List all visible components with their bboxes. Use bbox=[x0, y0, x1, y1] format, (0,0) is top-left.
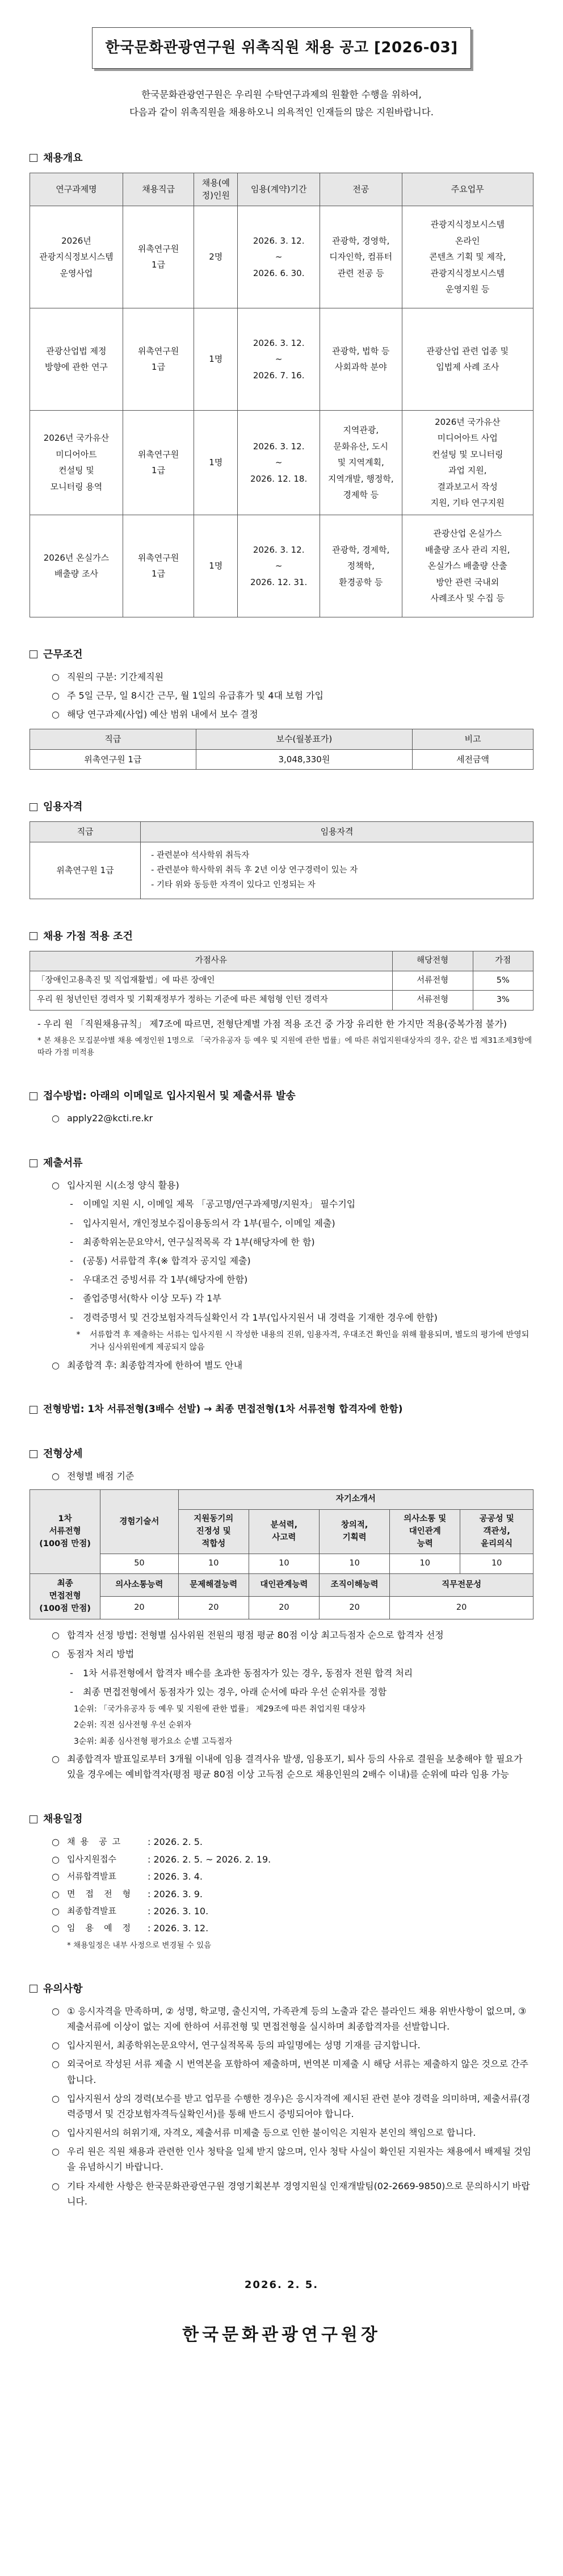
list-item-text: 입사지원서, 개인정보수집이용동의서 각 1부(필수, 이메일 제출) bbox=[83, 1217, 335, 1229]
schedule-row bbox=[51, 1920, 533, 1937]
list-item-text: 합격자 선정 방법: 전형별 심사위원 전원의 평점 평균 80점 이상 최고득점자 순으로 합격자 선정 bbox=[67, 1630, 444, 1641]
section-heading: 채용일정 bbox=[30, 1811, 533, 1827]
table-cell: 지원동기의 진정성 및 적합성 bbox=[178, 1510, 249, 1554]
dash-bullet-icon: - bbox=[70, 1255, 73, 1267]
square-bullet-icon bbox=[30, 1450, 37, 1458]
schedule-date: : 2026. 3. 4. bbox=[148, 1871, 203, 1882]
table-cell: 1명 bbox=[194, 308, 238, 410]
list-item bbox=[51, 669, 533, 684]
table-cell: 2026년 국가유산 미디어아트 사업 컨설팅 및 모니터링 과업 지원, 결과보고서 작성 지원, 기타 연구지원 bbox=[402, 410, 533, 515]
table-cell: 위촉연구원 1급 bbox=[123, 515, 194, 617]
page-title: 한국문화관광연구원 위촉직원 채용 공고 [2026-03] bbox=[92, 27, 471, 69]
list-item bbox=[74, 1735, 533, 1748]
table-header-row bbox=[30, 729, 533, 750]
list-item-text: 서류합격 후 제출하는 서류는 입사지원 시 작성한 내용의 진위, 임용자격, 우대조건 확인을 위해 활용되며, 별도의 평가에 반영되거나 심사위원에게 제공되지 않음 bbox=[90, 1330, 530, 1352]
list-item-text: 해당 연구과제(사업) 예산 범위 내에서 보수 결정 bbox=[67, 709, 258, 720]
circle-bullet-icon: ○ bbox=[52, 1906, 60, 1917]
list-item bbox=[67, 1665, 533, 1681]
list-item: ○ 전형별 배점 기준 bbox=[51, 1468, 533, 1484]
table-cell: 10 bbox=[249, 1554, 319, 1574]
circle-bullet-icon: ○ bbox=[52, 1871, 60, 1882]
table-cell: 1명 bbox=[194, 410, 238, 515]
table-cell: 20 bbox=[100, 1597, 178, 1619]
documents-list bbox=[51, 1178, 533, 1372]
list-item bbox=[51, 2038, 533, 2053]
list-item-text: 최종합격 후: 최종합격자에 한하여 별도 안내 bbox=[67, 1359, 243, 1371]
table-row bbox=[30, 515, 533, 617]
list-item bbox=[51, 707, 533, 722]
table-cell: 「장애인고용촉진 및 직업재활법」에 따른 장애인 bbox=[30, 971, 393, 991]
table-cell: 위촉연구원 1급 bbox=[123, 206, 194, 308]
square-bullet-icon bbox=[30, 1406, 37, 1414]
table-header-row bbox=[30, 173, 533, 206]
list-item-text: 기타 자세한 사항은 한국문화관광연구원 경영기획본부 경영지원실 인재개발팀(02-2669-9850)으로 문의하시기 바랍니다. bbox=[67, 2180, 530, 2207]
circle-bullet-icon: ○ bbox=[52, 1888, 60, 1899]
list-item-text: 최종학위논문요약서, 연구실적목록 각 1부(해당자에 한 함) bbox=[83, 1236, 315, 1247]
section-heading: 근무조건 bbox=[30, 647, 533, 662]
list-item-text: 2순위: 직전 심사전형 우선 순위자 bbox=[74, 1721, 192, 1730]
table-cell: 2026년 국가유산 미디어아트 컨설팅 및 모니터링 용역 bbox=[30, 410, 123, 515]
list-item bbox=[67, 1684, 533, 1700]
circle-bullet-icon: ○ bbox=[52, 1471, 60, 1482]
table-row bbox=[30, 991, 533, 1011]
table-cell: 지역관광, 문화유산, 도시 및 지역계획, 지역개발, 행정학, 경제학 등 bbox=[320, 410, 402, 515]
qualification-table bbox=[30, 821, 533, 899]
square-bullet-icon bbox=[30, 1092, 37, 1100]
table-cell: 경험기술서 bbox=[100, 1490, 178, 1554]
table-cell: 직무전문성 bbox=[390, 1574, 533, 1597]
table-header-cell: 연구과제명 bbox=[30, 173, 123, 206]
table-cell: 관광학, 경제학, 정책학, 환경공학 등 bbox=[320, 515, 402, 617]
table-cell: 대인관계능력 bbox=[249, 1574, 319, 1597]
list-item-text: 이메일 지원 시, 이메일 제목 「공고명/연구과제명/지원자」 필수기입 bbox=[83, 1199, 356, 1210]
circle-bullet-icon: ○ bbox=[52, 1359, 60, 1371]
table-cell: 2026. 3. 12. ~ 2026. 12. 31. bbox=[238, 515, 320, 617]
table-header-cell: 비고 bbox=[413, 729, 533, 750]
salary-table bbox=[30, 729, 533, 770]
table-cell: 문제해결능력 bbox=[178, 1574, 249, 1597]
section-qualification bbox=[30, 799, 533, 899]
table-cell: 관광산업 관련 업종 및 입법제 사례 조사 bbox=[402, 308, 533, 410]
list-item bbox=[67, 1216, 533, 1231]
list-item-text: 우리 원은 직원 채용과 관련한 인사 청탁을 일체 받지 않으며, 인사 청탁 사실이 확인된 지원자는 채용에서 배제될 것임을 유념하시기 바랍니다. bbox=[67, 2146, 531, 2173]
table-cell: 3,048,330원 bbox=[196, 749, 412, 770]
list-item bbox=[67, 1253, 533, 1268]
table-cell: 위촉연구원 1급 bbox=[30, 749, 196, 770]
section-heading: 접수방법: 아래의 이메일로 입사지원서 및 제출서류 발송 bbox=[30, 1088, 533, 1104]
qualification-item: - 관련분야 학사학위 취득 후 2년 이상 연구경력이 있는 자 bbox=[151, 866, 358, 875]
dash-bullet-icon: - bbox=[70, 1274, 73, 1285]
dash-bullet-icon: - bbox=[70, 1686, 73, 1697]
dash-bullet-icon: * bbox=[76, 1330, 81, 1339]
list-item-text: 최종합격자 발표일로부터 3개월 이내에 임용 결격사유 발생, 임용포기, 퇴사 등의 사유로 결원을 보충해야 할 필요가 있을 경우에는 예비합격자(평점 평균 80점 이상 고득점 순으로 채용인원의 2배수 이내)를 순위에 따라 임용 가능 bbox=[67, 1753, 523, 1780]
dash-bullet-icon: - bbox=[70, 1293, 73, 1304]
conditions-list bbox=[51, 669, 533, 723]
table-cell: 20 bbox=[249, 1597, 319, 1619]
schedule-note: * 채용일정은 내부 사정으로 변경될 수 있음 bbox=[67, 1940, 212, 1950]
circle-bullet-icon: ○ bbox=[52, 2040, 60, 2051]
schedule-date: : 2026. 3. 12. bbox=[148, 1923, 209, 1934]
table-cell: 2026. 3. 12. ~ 2026. 7. 16. bbox=[238, 308, 320, 410]
table-row bbox=[30, 410, 533, 515]
table-cell: 자기소개서 bbox=[178, 1490, 533, 1510]
list-item bbox=[51, 1646, 533, 1661]
circle-bullet-icon: ○ bbox=[52, 1648, 60, 1660]
section-heading: 채용개요 bbox=[30, 151, 533, 166]
schedule-date: : 2026. 2. 5. bbox=[148, 1836, 203, 1848]
table-header-cell: 임용(계약)기간 bbox=[238, 173, 320, 206]
list-item-text: 최종 면접전형에서 동점자가 있는 경우, 아래 순서에 따라 우선 순위자를 정함 bbox=[83, 1686, 387, 1697]
dash-bullet-icon: - bbox=[70, 1199, 73, 1210]
table-header-cell: 주요업무 bbox=[402, 173, 533, 206]
schedule-label: 채 용 공 고 bbox=[67, 1836, 121, 1847]
notice-list bbox=[51, 2003, 533, 2209]
table-row bbox=[30, 1597, 533, 1619]
table-cell: 우리 원 청년인턴 경력자 및 기획재정부가 정하는 기준에 따른 체험형 인턴 경력자 bbox=[30, 991, 393, 1011]
circle-bullet-icon: ○ bbox=[52, 1180, 60, 1191]
dash-bullet-icon: - bbox=[70, 1236, 73, 1247]
schedule-row bbox=[51, 1851, 533, 1868]
list-item bbox=[67, 1272, 533, 1287]
table-cell: 20 bbox=[178, 1597, 249, 1619]
table-cell: 세전금액 bbox=[413, 749, 533, 770]
schedule-date: : 2026. 2. 5. ~ 2026. 2. 19. bbox=[148, 1853, 271, 1865]
bonus-table bbox=[30, 951, 533, 1011]
table-cell: 3% bbox=[473, 991, 533, 1011]
table-cell: 공공성 및 객관성, 윤리의식 bbox=[460, 1510, 533, 1554]
table-row bbox=[30, 971, 533, 991]
table-cell: 1차 서류전형 (100점 만점) bbox=[30, 1490, 100, 1574]
circle-bullet-icon: ○ bbox=[52, 1753, 60, 1765]
schedule-row bbox=[51, 1868, 533, 1885]
dash-bullet-icon: - bbox=[70, 1667, 73, 1679]
table-cell: 1명 bbox=[194, 515, 238, 617]
circle-bullet-icon: ○ bbox=[52, 671, 60, 682]
list-item bbox=[51, 1178, 533, 1193]
table-header-cell: 가점사유 bbox=[30, 951, 393, 971]
list-item bbox=[51, 2091, 533, 2122]
circle-bullet-icon: ○ bbox=[52, 690, 60, 701]
list-item bbox=[51, 1627, 533, 1643]
square-bullet-icon bbox=[30, 154, 37, 162]
schedule-date: : 2026. 3. 9. bbox=[148, 1888, 203, 1899]
table-header-row bbox=[30, 951, 533, 971]
dash-bullet-icon: - bbox=[70, 1217, 73, 1229]
schedule-label: 입사지원접수 bbox=[67, 1853, 116, 1864]
list-item-text: ① 응시자격을 만족하며, ② 성명, 학교명, 출신지역, 가족관계 등의 노출과 같은 블라인드 채용 위반사항이 없으며, ③ 제출서류에 이상이 없는 지에 한하여 서류전형 및 면접전형을 실시하며 최종합격자를 선발합니다. bbox=[67, 2005, 527, 2032]
list-item bbox=[67, 1196, 533, 1212]
table-cell: 위촉연구원 1급 bbox=[123, 410, 194, 515]
circle-bullet-icon: ○ bbox=[52, 1836, 60, 1848]
table-cell: 관광산업법 제정 방향에 관한 연구 bbox=[30, 308, 123, 410]
table-header-cell: 채용직급 bbox=[123, 173, 194, 206]
list-item bbox=[51, 2144, 533, 2174]
list-item-text: 외국어로 작성된 서류 제출 시 번역본을 포함하여 제출하며, 번역본 미제출 시 해당 서류는 제출하지 않은 것으로 간주합니다. bbox=[67, 2059, 528, 2085]
overview-table bbox=[30, 173, 533, 617]
circle-bullet-icon: ○ bbox=[52, 709, 60, 720]
table-cell: 관광산업 온실가스 배출량 조사 관리 지원, 온실가스 배출량 산출 방안 관련 국내외 사례조사 및 수집 등 bbox=[402, 515, 533, 617]
table-header-cell: 직급 bbox=[30, 822, 141, 842]
list-item-text: 3순위: 최종 심사전형 평가요소 순별 고득점자 bbox=[74, 1736, 233, 1746]
list-item bbox=[67, 1291, 533, 1306]
circle-bullet-icon: ○ bbox=[52, 2005, 60, 2016]
table-cell: 관광지식정보시스템 온라인 콘텐츠 기획 및 제작, 관광지식정보시스템 운영지원 등 bbox=[402, 206, 533, 308]
circle-bullet-icon: ○ bbox=[52, 2180, 60, 2191]
circle-bullet-icon: ○ bbox=[52, 1853, 60, 1865]
circle-bullet-icon: ○ bbox=[52, 1113, 60, 1124]
square-bullet-icon bbox=[30, 803, 37, 811]
section-heading: 임용자격 bbox=[30, 799, 533, 815]
schedule-date: : 2026. 3. 10. bbox=[148, 1906, 209, 1917]
square-bullet-icon bbox=[30, 1815, 37, 1823]
list-item-text: 동점자 처리 방법 bbox=[67, 1648, 135, 1660]
section-heading: 전형상세 bbox=[30, 1446, 533, 1462]
table-cell: 서류전형 bbox=[392, 991, 473, 1011]
schedule-label: 서류합격발표 bbox=[67, 1871, 116, 1882]
table-header-cell: 전공 bbox=[320, 173, 402, 206]
circle-bullet-icon: ○ bbox=[52, 2146, 60, 2157]
table-cell: 분석력, 사고력 bbox=[249, 1510, 319, 1554]
table-row bbox=[30, 1490, 533, 1510]
schedule-row bbox=[51, 1886, 533, 1903]
table-row bbox=[30, 842, 533, 899]
qualification-item: - 관련분야 석사학위 취득자 bbox=[151, 851, 250, 861]
list-item bbox=[51, 1751, 533, 1782]
section-evaluation bbox=[30, 1446, 533, 1782]
list-item bbox=[51, 2056, 533, 2087]
section-documents bbox=[30, 1155, 533, 1372]
list-item-text: (공통) 서류합격 후(※ 합격자 공지일 제출) bbox=[83, 1255, 251, 1267]
list-item bbox=[51, 2125, 533, 2140]
table-cell: 20 bbox=[390, 1597, 533, 1619]
table-cell: 조직이해능력 bbox=[320, 1574, 390, 1597]
table-row bbox=[30, 206, 533, 308]
list-item bbox=[74, 1719, 533, 1731]
section-heading: 제출서류 bbox=[30, 1155, 533, 1171]
apply-email-link[interactable]: apply22@kcti.re.kr bbox=[67, 1113, 153, 1124]
table-cell: 50 bbox=[100, 1554, 178, 1574]
list-item bbox=[51, 1358, 533, 1373]
section-conditions bbox=[30, 647, 533, 770]
table-cell: 10 bbox=[320, 1554, 390, 1574]
list-item bbox=[74, 1703, 533, 1715]
list-item-text: 1차 서류전형에서 합격자 배수를 초과한 동점자가 있는 경우, 동점자 전원 합격 처리 bbox=[83, 1667, 413, 1679]
square-bullet-icon bbox=[30, 650, 37, 658]
table-cell: 관광학, 법학 등 사회과학 분야 bbox=[320, 308, 402, 410]
table-cell: 의사소통 및 대인관계 능력 bbox=[390, 1510, 460, 1554]
table-cell: 의사소통능력 bbox=[100, 1574, 178, 1597]
table-cell: 서류전형 bbox=[392, 971, 473, 991]
table-cell: 2026년 관광지식정보시스템 운영사업 bbox=[30, 206, 123, 308]
table-cell bbox=[141, 842, 533, 899]
section-heading: 유의사항 bbox=[30, 1981, 533, 1997]
section-process: 전형방법: 1차 서류전형(3배수 선발) → 최종 면접전형(1차 서류전형 합격자에 한함) bbox=[30, 1402, 533, 1417]
schedule-label: 면 접 전 형 bbox=[67, 1888, 131, 1899]
list-item-text: 졸업증명서(학사 이상 모두) 각 1부 bbox=[83, 1293, 221, 1304]
bonus-note: - 우리 원 「직원채용규칙」 제7조에 따르면, 전형단계별 가점 적용 조건 중 가장 유리한 한 가지만 적용(중복가점 불가) bbox=[37, 1018, 507, 1030]
table-row bbox=[30, 1574, 533, 1597]
issuer-name: 한국문화관광연구원장 bbox=[182, 2325, 381, 2345]
table-cell: 창의적, 기획력 bbox=[320, 1510, 390, 1554]
list-item-text: 직원의 구분: 기간제직원 bbox=[67, 671, 164, 682]
circle-bullet-icon: ○ bbox=[52, 2093, 60, 2104]
list-item-text: 주 5일 근무, 일 8시간 근무, 월 1일의 유급휴가 및 4대 보험 가입 bbox=[67, 690, 323, 701]
table-cell: 2명 bbox=[194, 206, 238, 308]
list-item bbox=[51, 2003, 533, 2034]
section-heading: 채용 가점 적용 조건 bbox=[30, 929, 533, 944]
square-bullet-icon bbox=[30, 932, 37, 940]
list-item-text: 입사지원서의 허위기재, 자격오, 제출서류 미제출 등으로 인한 불이익은 지원자 본인의 책임으로 합니다. bbox=[67, 2127, 476, 2139]
table-cell: 10 bbox=[460, 1554, 533, 1574]
table-row bbox=[30, 749, 533, 770]
square-bullet-icon bbox=[30, 1159, 37, 1167]
schedule-row bbox=[51, 1834, 533, 1851]
table-cell: 2026. 3. 12. ~ 2026. 12. 18. bbox=[238, 410, 320, 515]
list-item-text: 입사지원서 상의 경력(보수를 받고 업무를 수행한 경우)은 응시자격에 제시된 관련 분야 경력을 의미하며, 제출서류(경력증명서 및 건강보험자격득실확인서)를 통해 반드시 증빙되어야 합니다. bbox=[67, 2093, 531, 2119]
dash-bullet-icon: - bbox=[70, 1312, 73, 1323]
evaluation-list bbox=[51, 1627, 533, 1782]
schedule-list bbox=[51, 1834, 533, 1937]
circle-bullet-icon: ○ bbox=[52, 1630, 60, 1641]
schedule-label: 최종합격발표 bbox=[67, 1906, 116, 1917]
qualification-item: - 기타 위와 동등한 자격이 있다고 인정되는 자 bbox=[151, 880, 316, 890]
list-item-text: 경력증명서 및 건강보험자격득실확인서 각 1부(입사지원서 내 경력을 기재한 경우에 한함) bbox=[83, 1312, 438, 1323]
list-item bbox=[51, 2178, 533, 2209]
table-header-cell: 채용(예정)인원 bbox=[194, 173, 238, 206]
list-item-text: 우대조건 증빙서류 각 1부(해당자에 한함) bbox=[83, 1274, 248, 1285]
table-cell: 2026년 온실가스 배출량 조사 bbox=[30, 515, 123, 617]
table-row bbox=[30, 308, 533, 410]
score-table bbox=[30, 1489, 533, 1619]
announcement-date: 2026. 2. 5. bbox=[244, 2279, 319, 2291]
table-cell: 관광학, 경영학, 디자인학, 컴퓨터 관련 전공 등 bbox=[320, 206, 402, 308]
schedule-row bbox=[51, 1903, 533, 1920]
table-header-cell: 직급 bbox=[30, 729, 196, 750]
list-item-text: 1순위: 「국가유공자 등 예우 및 지원에 관한 법률」 제29조에 따른 취업지원 대상자 bbox=[74, 1704, 366, 1714]
table-cell: 최종 면접전형 (100점 만점) bbox=[30, 1574, 100, 1619]
intro-text bbox=[30, 87, 533, 121]
table-cell: 위촉연구원 1급 bbox=[30, 842, 141, 899]
table-header-cell: 가점 bbox=[473, 951, 533, 971]
circle-bullet-icon: ○ bbox=[52, 1923, 60, 1934]
section-notice bbox=[30, 1981, 533, 2209]
schedule-label: 임 용 예 정 bbox=[67, 1923, 131, 1934]
list-item-text: 입사지원 시(소정 양식 활용) bbox=[67, 1180, 179, 1191]
table-cell: 10 bbox=[390, 1554, 460, 1574]
circle-bullet-icon: ○ bbox=[52, 2127, 60, 2139]
table-cell: 위촉연구원 1급 bbox=[123, 308, 194, 410]
section-schedule bbox=[30, 1811, 533, 1951]
list-item bbox=[67, 1234, 533, 1250]
table-cell: 10 bbox=[178, 1554, 249, 1574]
square-bullet-icon bbox=[30, 1985, 37, 1993]
list-item bbox=[51, 1110, 533, 1126]
bonus-footnote: * 본 채용은 모집분야별 채용 예정인원 1명으로 「국가유공자 등 예우 및 지원에 관한 법률」에 따른 취업지원대상자의 경우, 같은 법 제31조제3항에 따라 가점 미적용 bbox=[37, 1036, 532, 1058]
intro-line: 한국문화관광연구원은 우리원 수탁연구과제의 원활한 수행을 위하여, bbox=[141, 89, 422, 100]
section-bonus bbox=[30, 929, 533, 1059]
table-cell: 2026. 3. 12. ~ 2026. 6. 30. bbox=[238, 206, 320, 308]
list-item bbox=[51, 688, 533, 703]
section-apply bbox=[30, 1088, 533, 1126]
table-header-cell: 해당전형 bbox=[392, 951, 473, 971]
table-header-cell: 보수(월봉표가) bbox=[196, 729, 412, 750]
intro-line: 다음과 같이 위촉직원을 채용하오니 의욕적인 인재들의 많은 지원바랍니다. bbox=[129, 106, 434, 118]
table-header-cell: 임용자격 bbox=[141, 822, 533, 842]
table-row bbox=[30, 1554, 533, 1574]
list-item bbox=[67, 1310, 533, 1325]
table-cell: 20 bbox=[320, 1597, 390, 1619]
table-header-row bbox=[30, 822, 533, 842]
section-overview bbox=[30, 151, 533, 617]
circle-bullet-icon: ○ bbox=[52, 2059, 60, 2070]
table-cell: 5% bbox=[473, 971, 533, 991]
list-item-text: 입사지원서, 최종학위논문요약서, 연구실적목록 등의 파일명에는 성명 기재를 금지합니다. bbox=[67, 2040, 421, 2051]
list-item bbox=[74, 1329, 533, 1354]
